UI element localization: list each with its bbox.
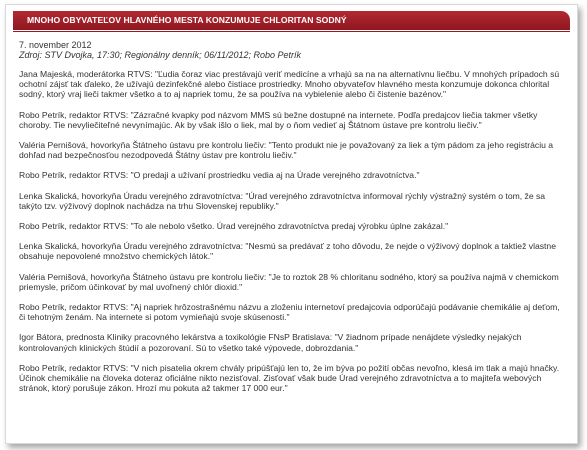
paragraph-3: Valéria Pernišová, hovorkyňa Štátneho ústavu pre kontrolu liečiv: "Tento produkt nie je považovaný za liek a tým pádom za jeho registráciu a dohľad nad bezpečnosťou nezodpovedá Štátny ústav pre kontrolu liečiv."	[19, 140, 554, 161]
paragraph-10: Igor Bátora, prednosta Kliniky pracovného lekárstva a toxikológie FNsP Bratislava: "V žiadnom prípade nenájdete výsledky nejakých kontrolovaných klinických štúdií a pozorovaní. Sú to všetko také výpovede, dobrozdania."	[19, 332, 522, 353]
paragraph-9: Robo Petrík, redaktor RTVS: "Aj napriek hrôzostrašnému názvu a zloženiu internetoví predajcovia odporúčajú podávanie chemikálie aj deťom, či tehotným ženám. Na internete si potom vymieňajú svoje skúsenosti."	[19, 302, 560, 323]
paragraph-5: Lenka Skalická, hovorkyňa Úradu verejného zdravotníctva: "Úrad verejného zdravotníctva informoval rýchly výstražný systém o tom, že sa takýto tzv. výživový doplnok nachádza na trhu Slovenskej republiky."	[19, 190, 546, 211]
paragraph-1: Jana Majeská, moderátorka RTVS: "Ľudia čoraz viac prestávajú veriť medicíne a vrhajú sa na na alternatívnu liečbu. V mnohých prípadoch sú ochotní zájsť tak ďaleko, že užívajú dezinfekčné alebo čistiace prostriedky. Mnoho obyvateľov hlavného mesta konzumuje dokonca chlorital sodný, ktorý vraj lieči takmer všetko a to aj napriek tomu, že sa používa na vybielenie alebo či čistenie bazénov."	[19, 69, 560, 100]
paragraph-2: Robo Petrík, redaktor RTVS: "Zázračné kvapky pod názvom MMS sú bežne dostupné na internete. Podľa predajcov liečia takmer všetky choroby. Tie nevyliečiteľné nevynímajúc. Ak by však išlo o liek, mal by o ňom vedieť aj Štátnom ústave pre kontrolu liečiv."	[19, 109, 538, 130]
article-date: 7. november 2012	[19, 40, 92, 50]
article-body	[13, 32, 570, 393]
paragraph-4: Robo Petrík, redaktor RTVS: "O predaji a užívaní prostriedku vedia aj na Úrade verejného zdravotníctva."	[19, 170, 420, 181]
paragraph-7: Lenka Skalická, hovorkyňa Úradu verejného zdravotníctva: "Nesmú sa predávať z toho dôvodu, že nejde o výživový doplnok a taktiež vlastne obsahuje nepovolené množstvo chemických látok."	[19, 241, 556, 262]
article-source: Zdroj: STV Dvojka, 17:30; Regionálny denník; 06/11/2012; Robo Petrík	[19, 50, 301, 60]
press-article	[13, 11, 570, 403]
article-window	[5, 4, 578, 444]
paragraph-6: Robo Petrík, redaktor RTVS: "To ale nebolo všetko. Úrad verejného zdravotníctva predaj výrobku úplne zakázal."	[19, 221, 449, 232]
paragraph-8: Valéria Pernišová, hovorkyňa Štátneho ústavu pre kontrolu liečiv: "Je to roztok 28 % chloritanu sodného, ktorý sa používa najmä v chemickom priemysle, pričom účinkovať by mal uvoľnený chlór dioxid."	[19, 271, 559, 292]
article-title: MNOHO OBYVATEĽOV HLAVNÉHO MESTA KONZUMUJE CHLORITAN SODNÝ	[13, 11, 570, 30]
paragraph-11: Robo Petrík, redaktor RTVS: "V nich pisatelia okrem chvály pripúšťajú len to, že im býva po požití občas nevoľno, klesá im tlak a majú hnačky. Účinok chemikálie na človeka doteraz oficiálne nikto nezisťoval. Zisťovať však bude Úrad verejného zdravotníctva a to majiteľa webových stránok, ktorý porušuje zákon. Hrozí mu pokuta až takmer 17 000 eur."	[19, 362, 560, 394]
